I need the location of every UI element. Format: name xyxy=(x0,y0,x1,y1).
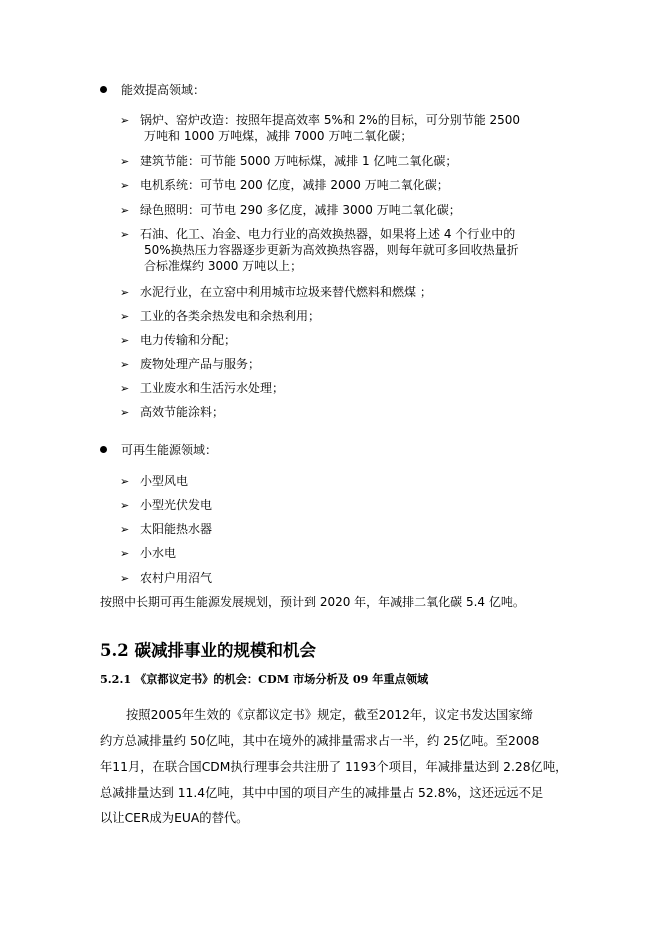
list-item-text: 电力传输和分配； xyxy=(140,333,237,347)
arrow-bullet-icon: ➢ xyxy=(120,547,130,560)
arrow-bullet-icon: ➢ xyxy=(120,179,130,192)
list-item-text: 绿色照明：可节电 290 多亿度，减排 3000 万吨二氧化碳； xyxy=(140,203,461,217)
list-item xyxy=(120,332,236,349)
arrow-bullet-icon: ➢ xyxy=(120,499,130,512)
list-item-text: 农村户用沼气 xyxy=(140,571,213,585)
arrow-bullet-icon: ➢ xyxy=(120,523,130,536)
paragraph-line: 按照2005年生效的《京都议定书》规定，截至2012年，议定书发达国家缔 xyxy=(126,708,533,722)
list-item-text: 石油、化工、冶金、电力行业的高效换热器，如果将上述 4 个行业中的 xyxy=(140,227,516,241)
arrow-bullet-icon: ➢ xyxy=(120,286,130,299)
list-item xyxy=(120,545,176,562)
arrow-bullet-icon: ➢ xyxy=(120,358,130,371)
arrow-bullet-icon: ➢ xyxy=(120,114,130,127)
list-item xyxy=(120,356,260,373)
list-item xyxy=(120,497,212,514)
list-item xyxy=(120,177,449,194)
list-item-text: 工业的各类余热发电和余热利用； xyxy=(140,309,321,323)
list-item-text: 高效节能涂料； xyxy=(140,405,225,419)
list-item xyxy=(120,473,188,490)
list-item xyxy=(120,521,212,538)
list-item xyxy=(120,153,457,170)
list-item-text: 电机系统：可节电 200 亿度，减排 2000 万吨二氧化碳； xyxy=(140,178,449,192)
list-item-text: 小型光伏发电 xyxy=(140,498,213,512)
paragraph-line: 以让CER成为EUA的替代。 xyxy=(100,811,249,825)
arrow-bullet-icon: ➢ xyxy=(120,310,130,323)
subsection-title: 5.2.1 《京都议定书》的机会：CDM 市场分析及 09 年重点领域 xyxy=(100,672,429,686)
list-item-text: 废物处理产品与服务； xyxy=(140,357,261,371)
paragraph-line: 总减排量达到 11.4亿吨，其中中国的项目产生的减排量占 52.8%，这还远远不足 xyxy=(100,786,544,800)
list-item-continuation: 万吨和 1000 万吨煤，减排 7000 万吨二氧化碳； xyxy=(144,129,413,143)
efficiency-heading xyxy=(100,82,205,98)
arrow-bullet-icon: ➢ xyxy=(120,204,130,217)
paragraph-line: 约方总减排量约 50亿吨，其中在境外的减排量需求占一半，约 25亿吨。至2008 xyxy=(100,734,540,748)
arrow-bullet-icon: ➢ xyxy=(120,334,130,347)
bullet-dot-icon xyxy=(100,446,107,453)
list-item-text: 小型风电 xyxy=(140,474,189,488)
arrow-bullet-icon: ➢ xyxy=(120,406,130,419)
list-item-text: 小水电 xyxy=(140,546,177,560)
list-item xyxy=(120,112,520,129)
list-item xyxy=(120,226,515,243)
list-item xyxy=(120,404,224,421)
arrow-bullet-icon: ➢ xyxy=(120,228,130,241)
list-item-text: 水泥行业，在立窑中利用城市垃圾来替代燃料和燃煤 ； xyxy=(140,285,432,299)
list-item xyxy=(120,570,212,587)
list-item-text: 建筑节能：可节能 5000 万吨标煤，减排 1 亿吨二氧化碳； xyxy=(140,154,458,168)
section-title: 5.2 碳减排事业的规模和机会 xyxy=(100,641,316,660)
arrow-bullet-icon: ➢ xyxy=(120,475,130,488)
list-item xyxy=(120,284,432,301)
arrow-bullet-icon: ➢ xyxy=(120,572,130,585)
paragraph-line: 年11月，在联合国CDM执行理事会共注册了 1193个项目，年减排量达到 2.28亿吨， xyxy=(100,760,568,774)
bullet-dot-icon xyxy=(100,86,107,93)
renewable-heading xyxy=(100,442,217,458)
list-item-continuation: 合标准煤约 3000 万吨以上； xyxy=(144,259,303,273)
list-item xyxy=(120,380,284,397)
list-item xyxy=(120,308,320,325)
renewable-summary: 按照中长期可再生能源发展规划，预计到 2020 年，年减排二氧化碳 5.4 亿吨。 xyxy=(100,595,525,609)
list-item-continuation: 50%换热压力容器逐步更新为高效换热容器，则每年就可多回收热量折 xyxy=(144,243,519,257)
efficiency-heading-text: 能效提高领域： xyxy=(121,83,206,97)
list-item xyxy=(120,202,461,219)
arrow-bullet-icon: ➢ xyxy=(120,382,130,395)
list-item-text: 锅炉、窑炉改造：按照年提高效率 5%和 2%的目标，可分别节能 2500 xyxy=(140,113,521,127)
renewable-heading-text: 可再生能源领域： xyxy=(121,443,218,457)
list-item-text: 太阳能热水器 xyxy=(140,522,213,536)
list-item-text: 工业废水和生活污水处理； xyxy=(140,381,285,395)
arrow-bullet-icon: ➢ xyxy=(120,155,130,168)
